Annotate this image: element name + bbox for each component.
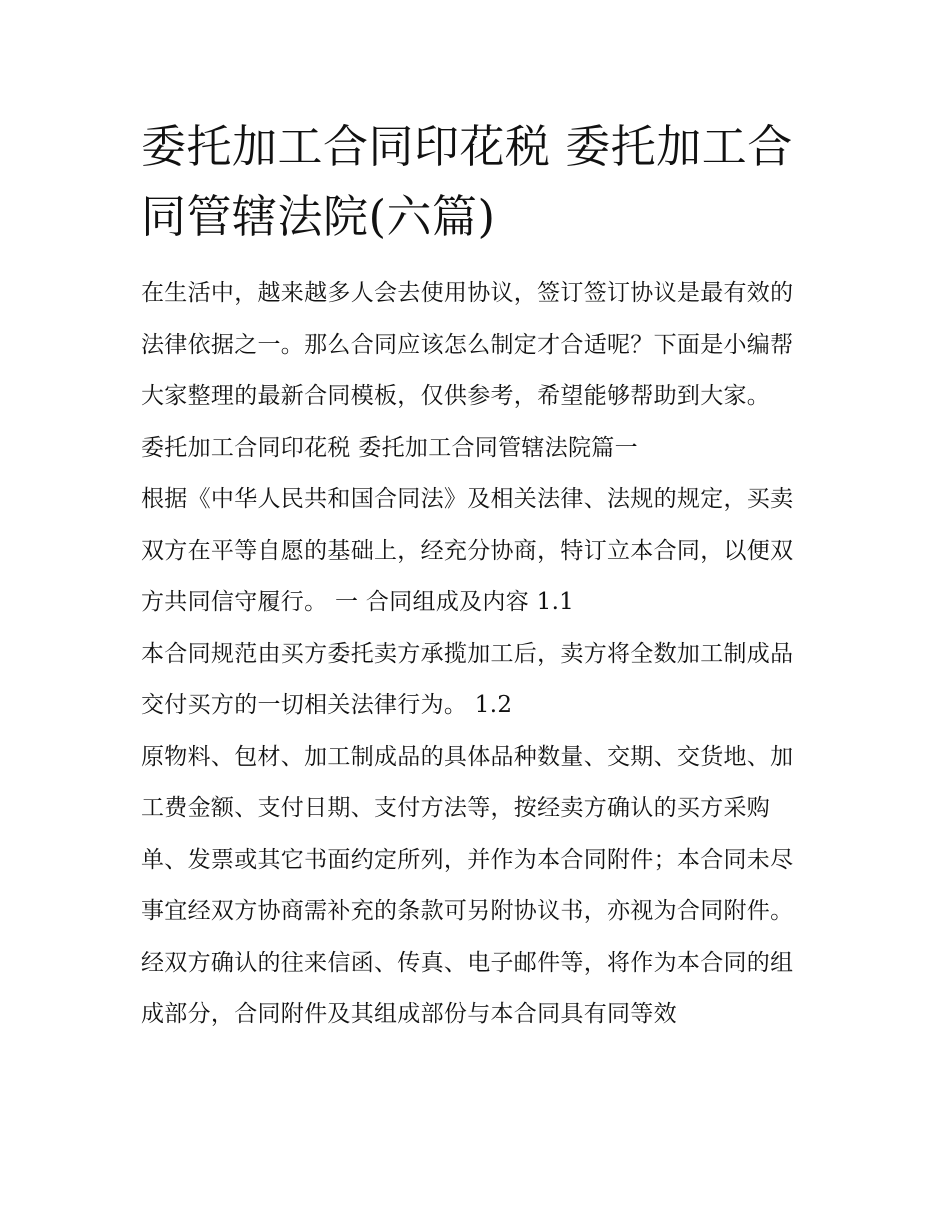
- document-title: 委托加工合同印花税 委托加工合同管辖法院(六篇): [141, 120, 793, 243]
- paragraph-intro: 在生活中，越来越多人会去使用协议，签订签订协议是最有效的法律依据之一。那么合同应该怎么制定才合适呢？下面是小编帮大家整理的最新合同模板，仅供参考，希望能够帮助到大家。: [141, 280, 794, 409]
- paragraph-preamble: 根据《中华人民共和国合同法》及相关法律、法规的规定，买卖双方在平等自愿的基础上，经充分协商，特订立本合同，以便双方共同信守履行。 一 合同组成及内容 1.1: [141, 486, 794, 615]
- paragraph-clause-1-2: 原物料、包材、加工制成品的具体品种数量、交期、交货地、加工费金额、支付日期、支付方法等，按经卖方确认的买方采购单、发票或其它书面约定所列，并作为本合同附件；本合同未尽事宜经双方协商需补充的条款可另附协议书，亦视为合同附件。经双方确认的往来信函、传真、电子邮件等，将作为本合同的组成部分，合同附件及其组成部份与本合同具有同等效: [141, 743, 794, 1027]
- section-heading: 委托加工合同印花税 委托加工合同管辖法院篇一: [141, 434, 638, 461]
- document-content: [141, 112, 811, 1041]
- document-body: [141, 268, 811, 1041]
- paragraph-clause-1-1: 本合同规范由买方委托卖方承揽加工后，卖方将全数加工制成品交付买方的一切相关法律行为。 1.2: [141, 640, 794, 718]
